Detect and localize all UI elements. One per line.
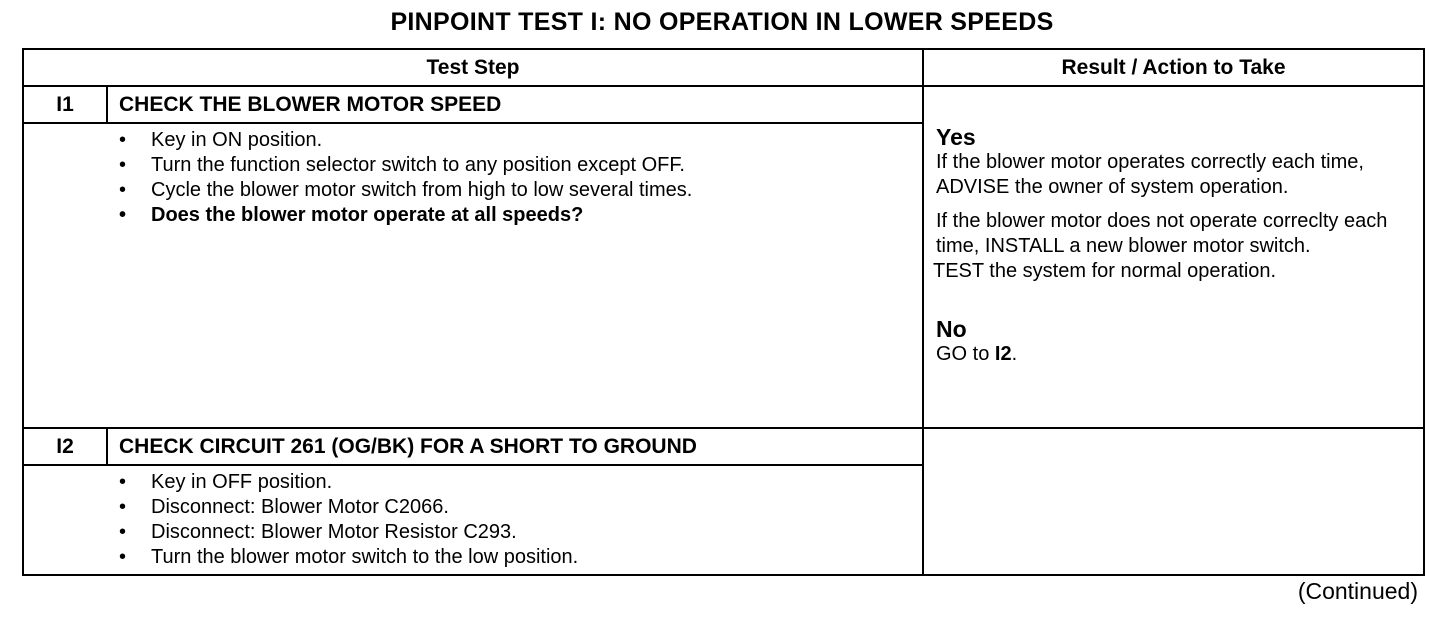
step-title: CHECK THE BLOWER MOTOR SPEED [107, 86, 923, 123]
header-test-step: Test Step [23, 49, 923, 86]
step-title-row [23, 428, 1424, 465]
step-bullet: • Key in ON position. [119, 129, 323, 151]
bullet-glyph: • [119, 471, 127, 493]
continued-note: (Continued) [1297, 578, 1418, 604]
bullet-glyph: • [119, 154, 127, 176]
step-bullet-list [107, 124, 922, 228]
result-no-label: No [936, 316, 967, 342]
step-title-row [23, 86, 1424, 123]
step-bullet: • Disconnect: Blower Motor C2066. [119, 496, 449, 518]
result-no-target: I2 [994, 343, 1012, 365]
step-id: I1 [23, 86, 107, 123]
bullet-glyph: • [119, 204, 127, 226]
step-bullet-question: • Does the blower motor operate at all speeds? [119, 204, 584, 226]
step-result-cell [923, 428, 1424, 575]
bullet-glyph: • [119, 496, 127, 518]
result-yes-text: If the blower motor operates correctly each time, ADVISE the owner of system operation. [936, 151, 1364, 198]
result-yes-text: If the blower motor does not operate correclty each time, INSTALL a new blower motor switch. [936, 210, 1388, 257]
step-bullet-list [107, 466, 922, 570]
bullet-glyph: • [119, 521, 127, 543]
step-result-cell [923, 86, 1424, 428]
step-bullet: • Turn the function selector switch to any position except OFF. [119, 154, 685, 176]
pinpoint-test-table [22, 48, 1425, 576]
bullet-glyph: • [119, 179, 127, 201]
table-header-row [23, 49, 1424, 86]
step-bullet: • Key in OFF position. [119, 471, 333, 493]
result-no-text: GO to I2. [936, 343, 1018, 365]
bullet-glyph: • [119, 129, 127, 151]
step-title: CHECK CIRCUIT 261 (OG/BK) FOR A SHORT TO GROUND [107, 428, 923, 465]
step-bullet: • Turn the blower motor switch to the low position. [119, 546, 579, 568]
step-bullet: • Cycle the blower motor switch from high to low several times. [119, 179, 693, 201]
step-body [107, 465, 923, 575]
header-result-action: Result / Action to Take [923, 49, 1424, 86]
page-title: PINPOINT TEST I: NO OPERATION IN LOWER SPEEDS [390, 8, 1054, 36]
result-yes-text: TEST the system for normal operation. [933, 260, 1277, 282]
bullet-glyph: • [119, 546, 127, 568]
result-yes-label: Yes [936, 124, 976, 150]
step-bullet: • Disconnect: Blower Motor Resistor C293. [119, 521, 517, 543]
step-body [107, 123, 923, 428]
step-id: I2 [23, 428, 107, 465]
